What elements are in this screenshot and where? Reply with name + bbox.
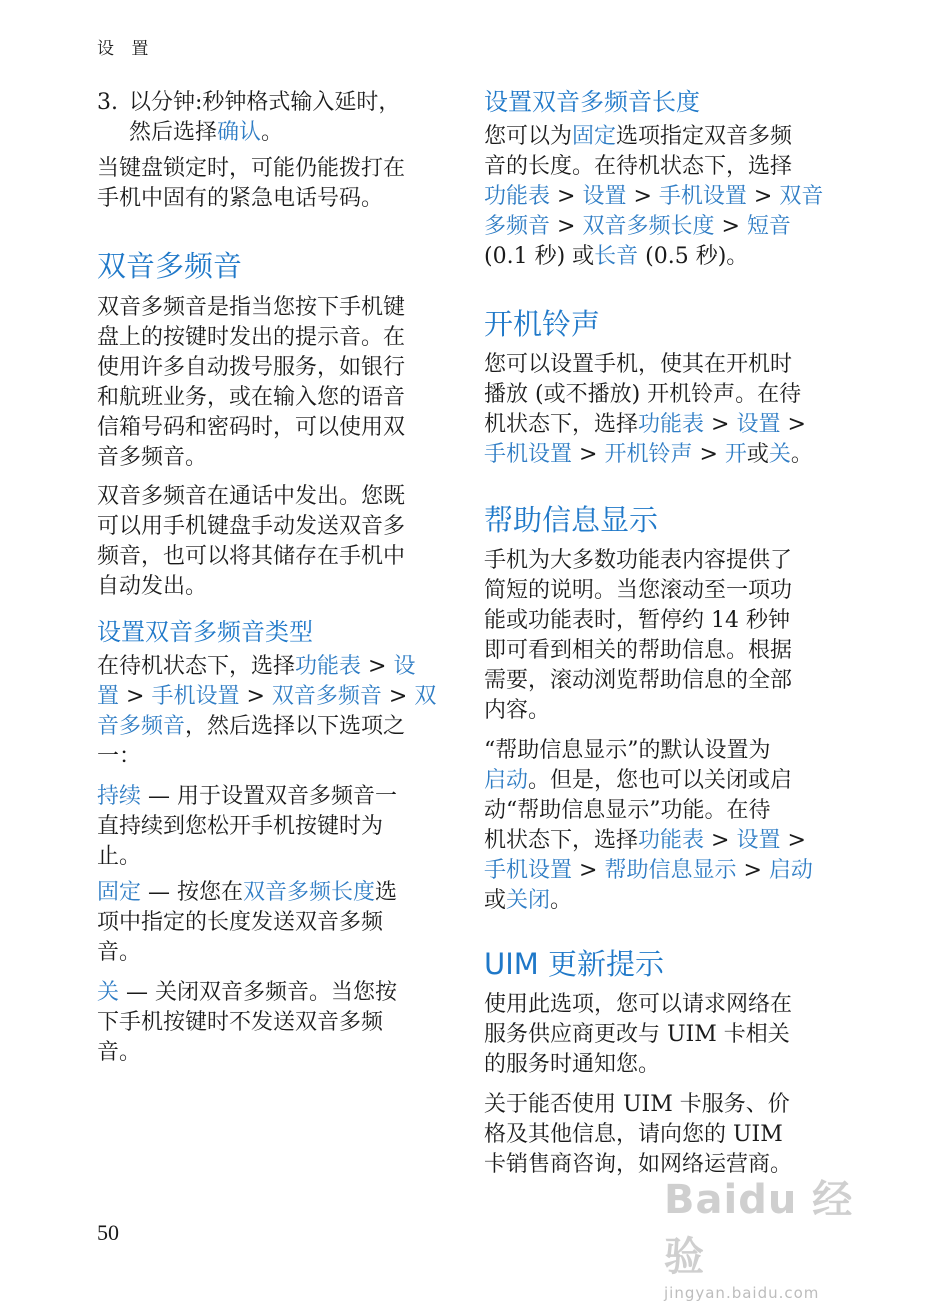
settings-link[interactable]: 设置 <box>582 184 627 209</box>
step-text: 以分钟:秒钟格式输入延时， <box>129 90 401 115</box>
separator: > <box>780 828 806 853</box>
option-fixed <box>97 878 442 968</box>
phone-settings-link[interactable]: 手机设置 <box>658 184 747 209</box>
long-tone-link[interactable]: 长音 <box>594 244 639 269</box>
paragraph-line: 使用此选项，您可以请求网络在 <box>484 992 793 1017</box>
separator: > <box>572 858 605 883</box>
paragraph-line: 关于能否使用 UIM 卡服务、价 <box>484 1092 790 1117</box>
settings-link[interactable]: 置 <box>97 684 120 709</box>
text: 或 <box>484 888 507 913</box>
punctuation: 。 <box>550 888 573 913</box>
separator: > <box>361 654 394 679</box>
text: 直持续到您松开手机按键时为 <box>97 814 384 839</box>
paragraph-line: 手机为大多数功能表内容提供了 <box>484 548 793 573</box>
paragraph-line: 能或功能表时，暂停约 14 秒钟 <box>484 608 790 633</box>
option-term-continuous[interactable]: 持续 <box>97 784 142 809</box>
startup-tone-link[interactable]: 开机铃声 <box>604 442 693 467</box>
heading-dtmf: 双音多频音 <box>97 249 243 283</box>
startup-tone-paragraph <box>484 350 829 470</box>
dtmf-paragraph-1 <box>97 293 442 473</box>
paragraph-line: 信箱号码和密码时，可以使用双 <box>97 415 406 440</box>
text: 下手机按键时不发送双音多频 <box>97 1010 384 1035</box>
paragraph-line: 频音，也可以将其储存在手机中 <box>97 544 406 569</box>
text: 选项指定双音多频 <box>616 124 793 149</box>
heading-uim-update: UIM 更新提示 <box>484 947 665 981</box>
activate-link[interactable]: 启动 <box>484 768 529 793</box>
keylock-note <box>97 154 442 214</box>
separator: > <box>780 412 806 437</box>
punctuation: 。 <box>790 442 813 467</box>
close-link[interactable]: 关闭 <box>506 888 551 913</box>
menu-link[interactable]: 功能表 <box>295 654 362 679</box>
separator: > <box>736 858 769 883</box>
option-term-off[interactable]: 关 <box>97 980 120 1005</box>
text: 机状态下，选择 <box>484 828 639 853</box>
menu-link[interactable]: 功能表 <box>638 412 705 437</box>
dtmf-link[interactable]: 多频音 <box>484 214 551 239</box>
paragraph-line: 内容。 <box>484 698 551 723</box>
heading-help-text: 帮助信息显示 <box>484 503 659 537</box>
text: 您可以设置手机，使其在开机时 <box>484 352 793 377</box>
text: 项中指定的长度发送双音多频 <box>97 910 384 935</box>
dtmf-link[interactable]: 双音 <box>779 184 824 209</box>
confirm-link[interactable]: 确认 <box>217 120 262 145</box>
paragraph-line: 的服务时通知您。 <box>484 1052 661 1077</box>
section-header: 设 置 <box>97 39 155 59</box>
dtmf-length-link[interactable]: 双音多频长度 <box>243 880 376 905</box>
separator: > <box>550 214 583 239</box>
phone-settings-link[interactable]: 手机设置 <box>151 684 240 709</box>
text: 机状态下，选择 <box>484 412 639 437</box>
paragraph-line: 和航班业务，或在输入您的语音 <box>97 385 406 410</box>
option-continuous <box>97 782 442 872</box>
separator: > <box>714 214 747 239</box>
heading-dtmf-type: 设置双音多频音类型 <box>97 618 313 646</box>
text: 。但是，您也可以关闭或启 <box>528 768 793 793</box>
text: “帮助信息显示”的默认设置为 <box>484 738 771 763</box>
short-tone-link[interactable]: 短音 <box>746 214 791 239</box>
paragraph-line: 双音多频音在通话中发出。您既 <box>97 484 406 509</box>
separator: > <box>572 442 605 467</box>
help-paragraph-1 <box>484 546 829 726</box>
separator: > <box>119 684 152 709</box>
text: (0.5 秒)。 <box>638 244 749 269</box>
dtmf-type-instructions <box>97 652 442 772</box>
dtmf-length-link[interactable]: 双音多频长度 <box>582 214 715 239</box>
option-off <box>97 978 442 1068</box>
step-text-2: 然后选择 <box>129 120 218 145</box>
paragraph-line: 音多频音。 <box>97 445 208 470</box>
text: 止。 <box>97 844 142 869</box>
dtmf-sub-link[interactable]: 音多频音 <box>97 714 186 739</box>
baidu-watermark <box>664 1168 884 1302</box>
option-term-fixed[interactable]: 固定 <box>97 880 142 905</box>
text: 您可以为 <box>484 124 573 149</box>
baidu-logo: Baidu 经验 <box>664 1177 854 1280</box>
paragraph-line: 需要，滚动浏览帮助信息的全部 <box>484 668 793 693</box>
help-paragraph-2 <box>484 736 829 916</box>
separator: > <box>381 684 415 709</box>
paragraph-line: 使用许多自动拨号服务，如银行 <box>97 355 406 380</box>
separator: > <box>746 184 780 209</box>
paragraph-line: 盘上的按键时发出的提示音。在 <box>97 325 406 350</box>
dtmf-link[interactable]: 双音多频音 <box>271 684 382 709</box>
heading-startup-tone: 开机铃声 <box>484 307 601 341</box>
text: — 按您在 <box>141 880 244 905</box>
heading-dtmf-length: 设置双音多频音长度 <box>484 88 700 116</box>
text: 一： <box>97 744 142 769</box>
text: (0.1 秒) 或 <box>484 244 595 269</box>
settings-link[interactable]: 设置 <box>736 828 781 853</box>
text: 选 <box>375 880 398 905</box>
text: 在待机状态下，选择 <box>97 654 296 679</box>
separator: > <box>704 828 737 853</box>
dtmf-sub-link[interactable]: 双 <box>414 684 437 709</box>
watermark-url: jingyan.baidu.com <box>664 1284 820 1302</box>
page-number: 50 <box>97 1220 119 1245</box>
text: — 关闭双音多频音。当您按 <box>119 980 398 1005</box>
settings-link[interactable]: 设置 <box>736 412 781 437</box>
menu-link[interactable]: 功能表 <box>638 828 705 853</box>
fixed-link[interactable]: 固定 <box>572 124 617 149</box>
step-3 <box>97 88 442 148</box>
settings-link[interactable]: 设 <box>393 654 416 679</box>
separator: > <box>239 684 272 709</box>
menu-link[interactable]: 功能表 <box>484 184 551 209</box>
dtmf-length-paragraph <box>484 122 829 272</box>
uim-paragraph-2 <box>484 1090 829 1180</box>
note-line: 手机中固有的紧急电话号码。 <box>97 186 384 211</box>
paragraph-line: 格及其他信息，请向您的 UIM <box>484 1122 783 1147</box>
note-line: 当键盘锁定时，可能仍能拨打在 <box>97 156 406 181</box>
on-link[interactable]: 开 <box>724 442 747 467</box>
text: 音。 <box>97 1040 142 1065</box>
separator: > <box>692 442 725 467</box>
text: ，然后选择以下选项之 <box>185 714 406 739</box>
text: 播放 (或不播放) 开机铃声。在待 <box>484 382 802 407</box>
paragraph-line: 简短的说明。当您滚动至一项功 <box>484 578 793 603</box>
paragraph-line: 即可看到相关的帮助信息。根据 <box>484 638 793 663</box>
text: 音的长度。在待机状态下，选择 <box>484 154 793 179</box>
text: 动“帮助信息显示”功能。在待 <box>484 798 771 823</box>
phone-settings-link[interactable]: 手机设置 <box>484 442 573 467</box>
help-text-link[interactable]: 帮助信息显示 <box>604 858 737 883</box>
text: 音。 <box>97 940 142 965</box>
separator: > <box>550 184 583 209</box>
paragraph-line: 可以用手机键盘手动发送双音多 <box>97 514 406 539</box>
activate-link[interactable]: 启动 <box>768 858 813 883</box>
paragraph-line: 卡销售商咨询，如网络运营商。 <box>484 1152 793 1177</box>
paragraph-line: 服务供应商更改与 UIM 卡相关 <box>484 1022 790 1047</box>
text: — 用于设置双音多频音一 <box>141 784 398 809</box>
phone-settings-link[interactable]: 手机设置 <box>484 858 573 883</box>
step-number: 3. <box>97 90 118 115</box>
uim-paragraph-1 <box>484 990 829 1080</box>
punctuation: 。 <box>261 120 284 145</box>
off-link[interactable]: 关 <box>768 442 791 467</box>
text: 或 <box>746 442 769 467</box>
separator: > <box>704 412 737 437</box>
paragraph-line: 双音多频音是指当您按下手机键 <box>97 295 406 320</box>
separator: > <box>626 184 659 209</box>
paragraph-line: 自动发出。 <box>97 574 208 599</box>
dtmf-paragraph-2 <box>97 482 442 602</box>
